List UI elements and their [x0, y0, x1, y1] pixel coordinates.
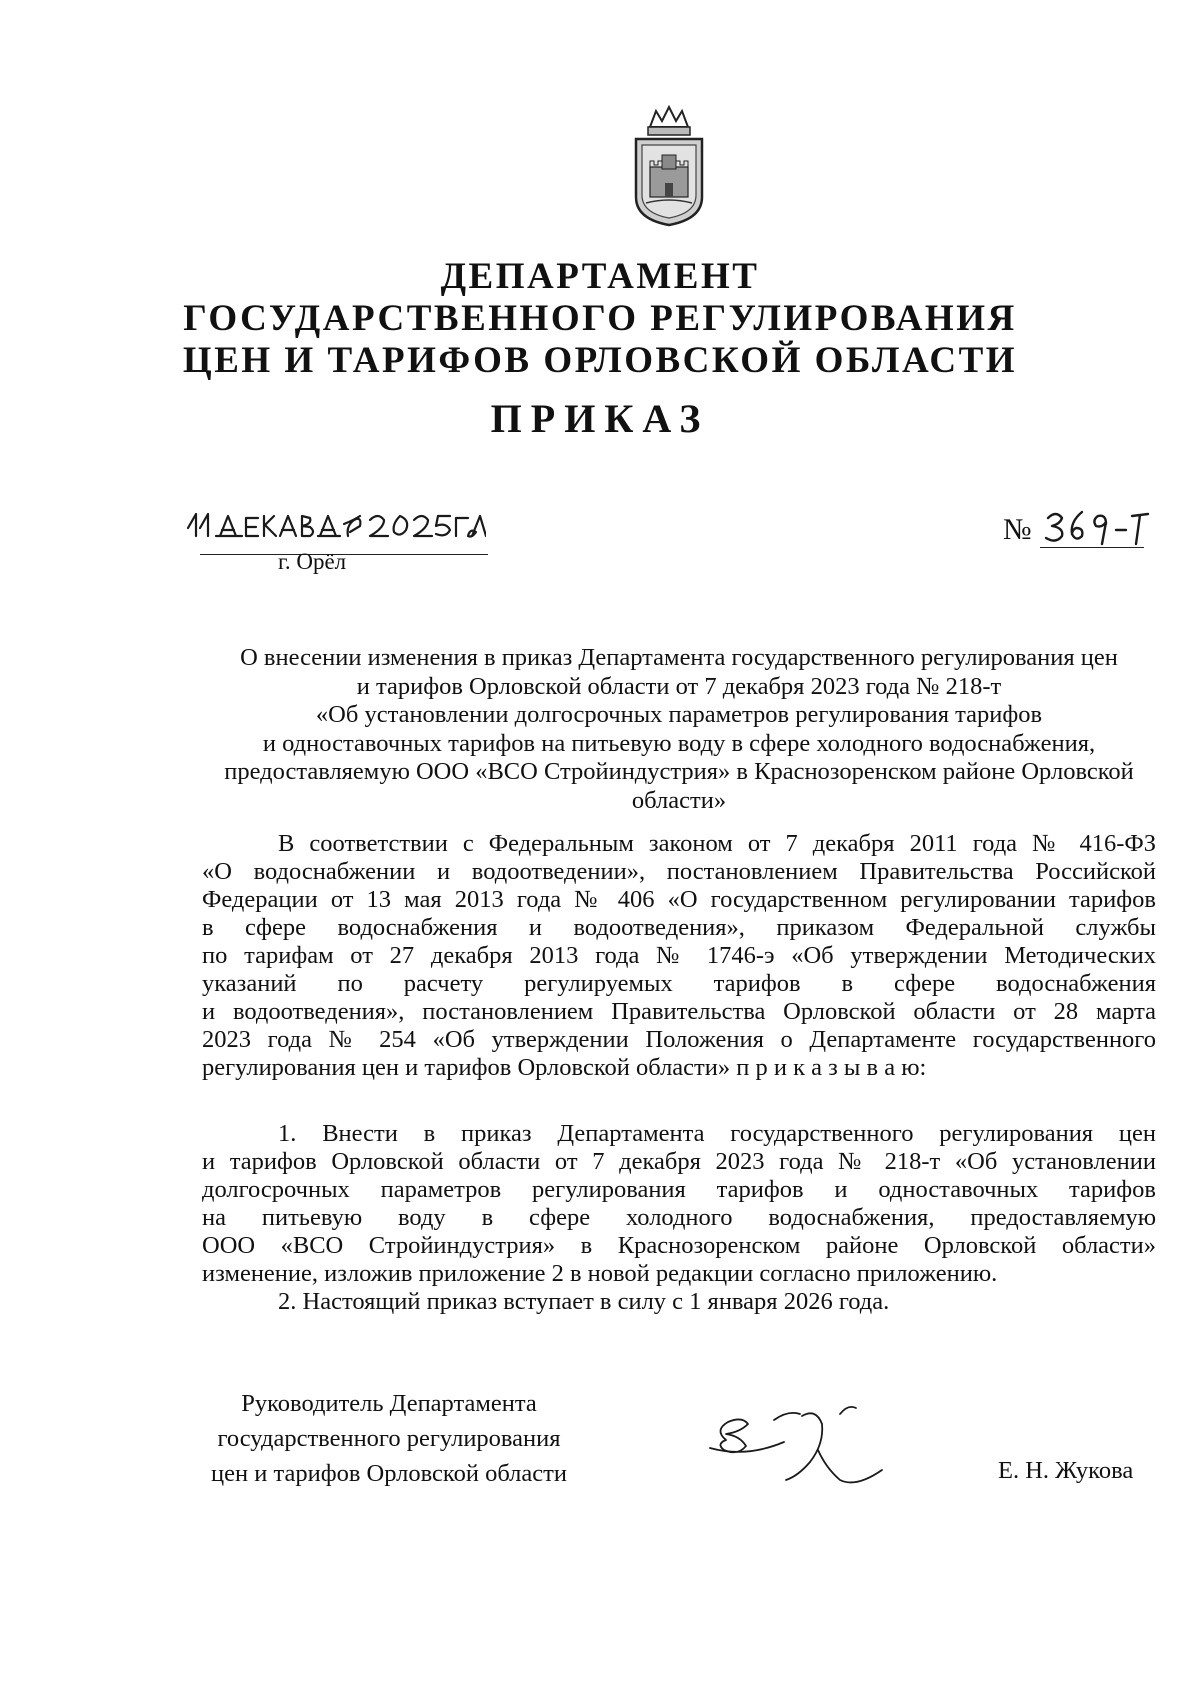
department-name-line-2: ГОСУДАРСТВЕННОГО РЕГУЛИРОВАНИЯ	[183, 298, 1017, 339]
order-number-sign: №	[1003, 513, 1032, 546]
preamble-line: регулирования цен и тарифов Орловской области» п р и к а з ы в а ю:	[202, 1054, 927, 1081]
preamble-paragraph	[202, 830, 1156, 1082]
subject-line: О внесении изменения в приказ Департамента государственного регулирования цен	[240, 644, 1118, 671]
handwritten-order-number	[1036, 506, 1154, 548]
preamble-line: «О водоснабжении и водоотведении», постановлением Правительства Российской	[202, 858, 1156, 885]
item-1-line: 1. Внести в приказ Департамента государственного регулирования цен	[278, 1120, 1156, 1147]
item-1-line: на питьевую воду в сфере холодного водоснабжения, предоставляемую	[202, 1204, 1156, 1231]
signatory-position-line: государственного регулирования	[217, 1425, 561, 1452]
handwritten-date-graphic	[180, 502, 486, 542]
department-name-line-3: ЦЕН И ТАРИФОВ ОРЛОВСКОЙ ОБЛАСТИ	[182, 340, 1018, 381]
preamble-line: в сфере водоснабжения и водоотведения», приказом Федеральной службы	[202, 914, 1156, 941]
coat-of-arms-icon	[628, 105, 710, 227]
subject-line: предоставляемую ООО «ВСО Стройиндустрия» в Краснозоренском районе Орловской	[224, 758, 1134, 785]
order-number-underline	[1040, 547, 1144, 548]
coat-of-arms-graphic	[628, 105, 710, 227]
preamble-line: по тарифам от 27 декабря 2013 года № 1746-э «Об утверждении Методических	[202, 942, 1156, 969]
signatory-position	[204, 1386, 574, 1491]
preamble-line: В соответствии с Федеральным законом от 7 декабря 2011 года № 416-ФЗ	[278, 830, 1156, 857]
subject-line: области»	[631, 786, 727, 814]
item-2-line: 2. Настоящий приказ вступает в силу с 1 января 2026 года.	[278, 1288, 890, 1315]
preamble-line: 2023 года № 254 «Об утверждении Положения о Департаменте государственного	[202, 1026, 1156, 1053]
item-1-line: и тарифов Орловской области от 7 декабря 2023 года № 218-т «Об установлении	[202, 1148, 1156, 1175]
subject-line: и тарифов Орловской области от 7 декабря 2023 года № 218-т	[356, 672, 1002, 700]
subject-line: и одноставочных тарифов на питьевую воду в сфере холодного водоснабжения,	[262, 729, 1096, 757]
signatory-position-line: Руководитель Департамента	[241, 1390, 537, 1417]
order-items	[202, 1120, 1156, 1316]
subject-line: «Об установлении долгосрочных параметров регулирования тарифов	[315, 701, 1043, 728]
city-label: г. Орёл	[278, 549, 347, 574]
item-1-line: ООО «ВСО Стройиндустрия» в Краснозоренском районе Орловской области»	[202, 1232, 1156, 1259]
signatory-position-line: цен и тарифов Орловской области	[211, 1460, 567, 1487]
item-1-line: изменение, изложив приложение 2 в новой редакции согласно приложению.	[202, 1260, 998, 1287]
order-subject	[200, 644, 1158, 815]
preamble-line: Федерации от 13 мая 2013 года № 406 «О государственном регулировании тарифов	[202, 886, 1156, 913]
handwritten-order-number-graphic	[1036, 506, 1154, 548]
department-name	[0, 256, 1200, 382]
handwritten-date	[180, 502, 486, 542]
item-1-line: долгосрочных параметров регулирования тарифов и одноставочных тарифов	[202, 1176, 1156, 1203]
department-name-line-1: ДЕПАРТАМЕНТ	[440, 256, 760, 297]
signatory-name: Е. Н. Жукова	[998, 1457, 1134, 1484]
document-type-title: ПРИКАЗ	[490, 396, 710, 441]
preamble-line: и водоотведения», постановлением Правительства Орловской области от 28 марта	[202, 998, 1156, 1025]
preamble-line: указаний по расчету регулируемых тарифов в сфере водоснабжения	[202, 970, 1156, 997]
handwritten-signature-graphic	[706, 1384, 906, 1494]
handwritten-signature	[706, 1384, 906, 1494]
